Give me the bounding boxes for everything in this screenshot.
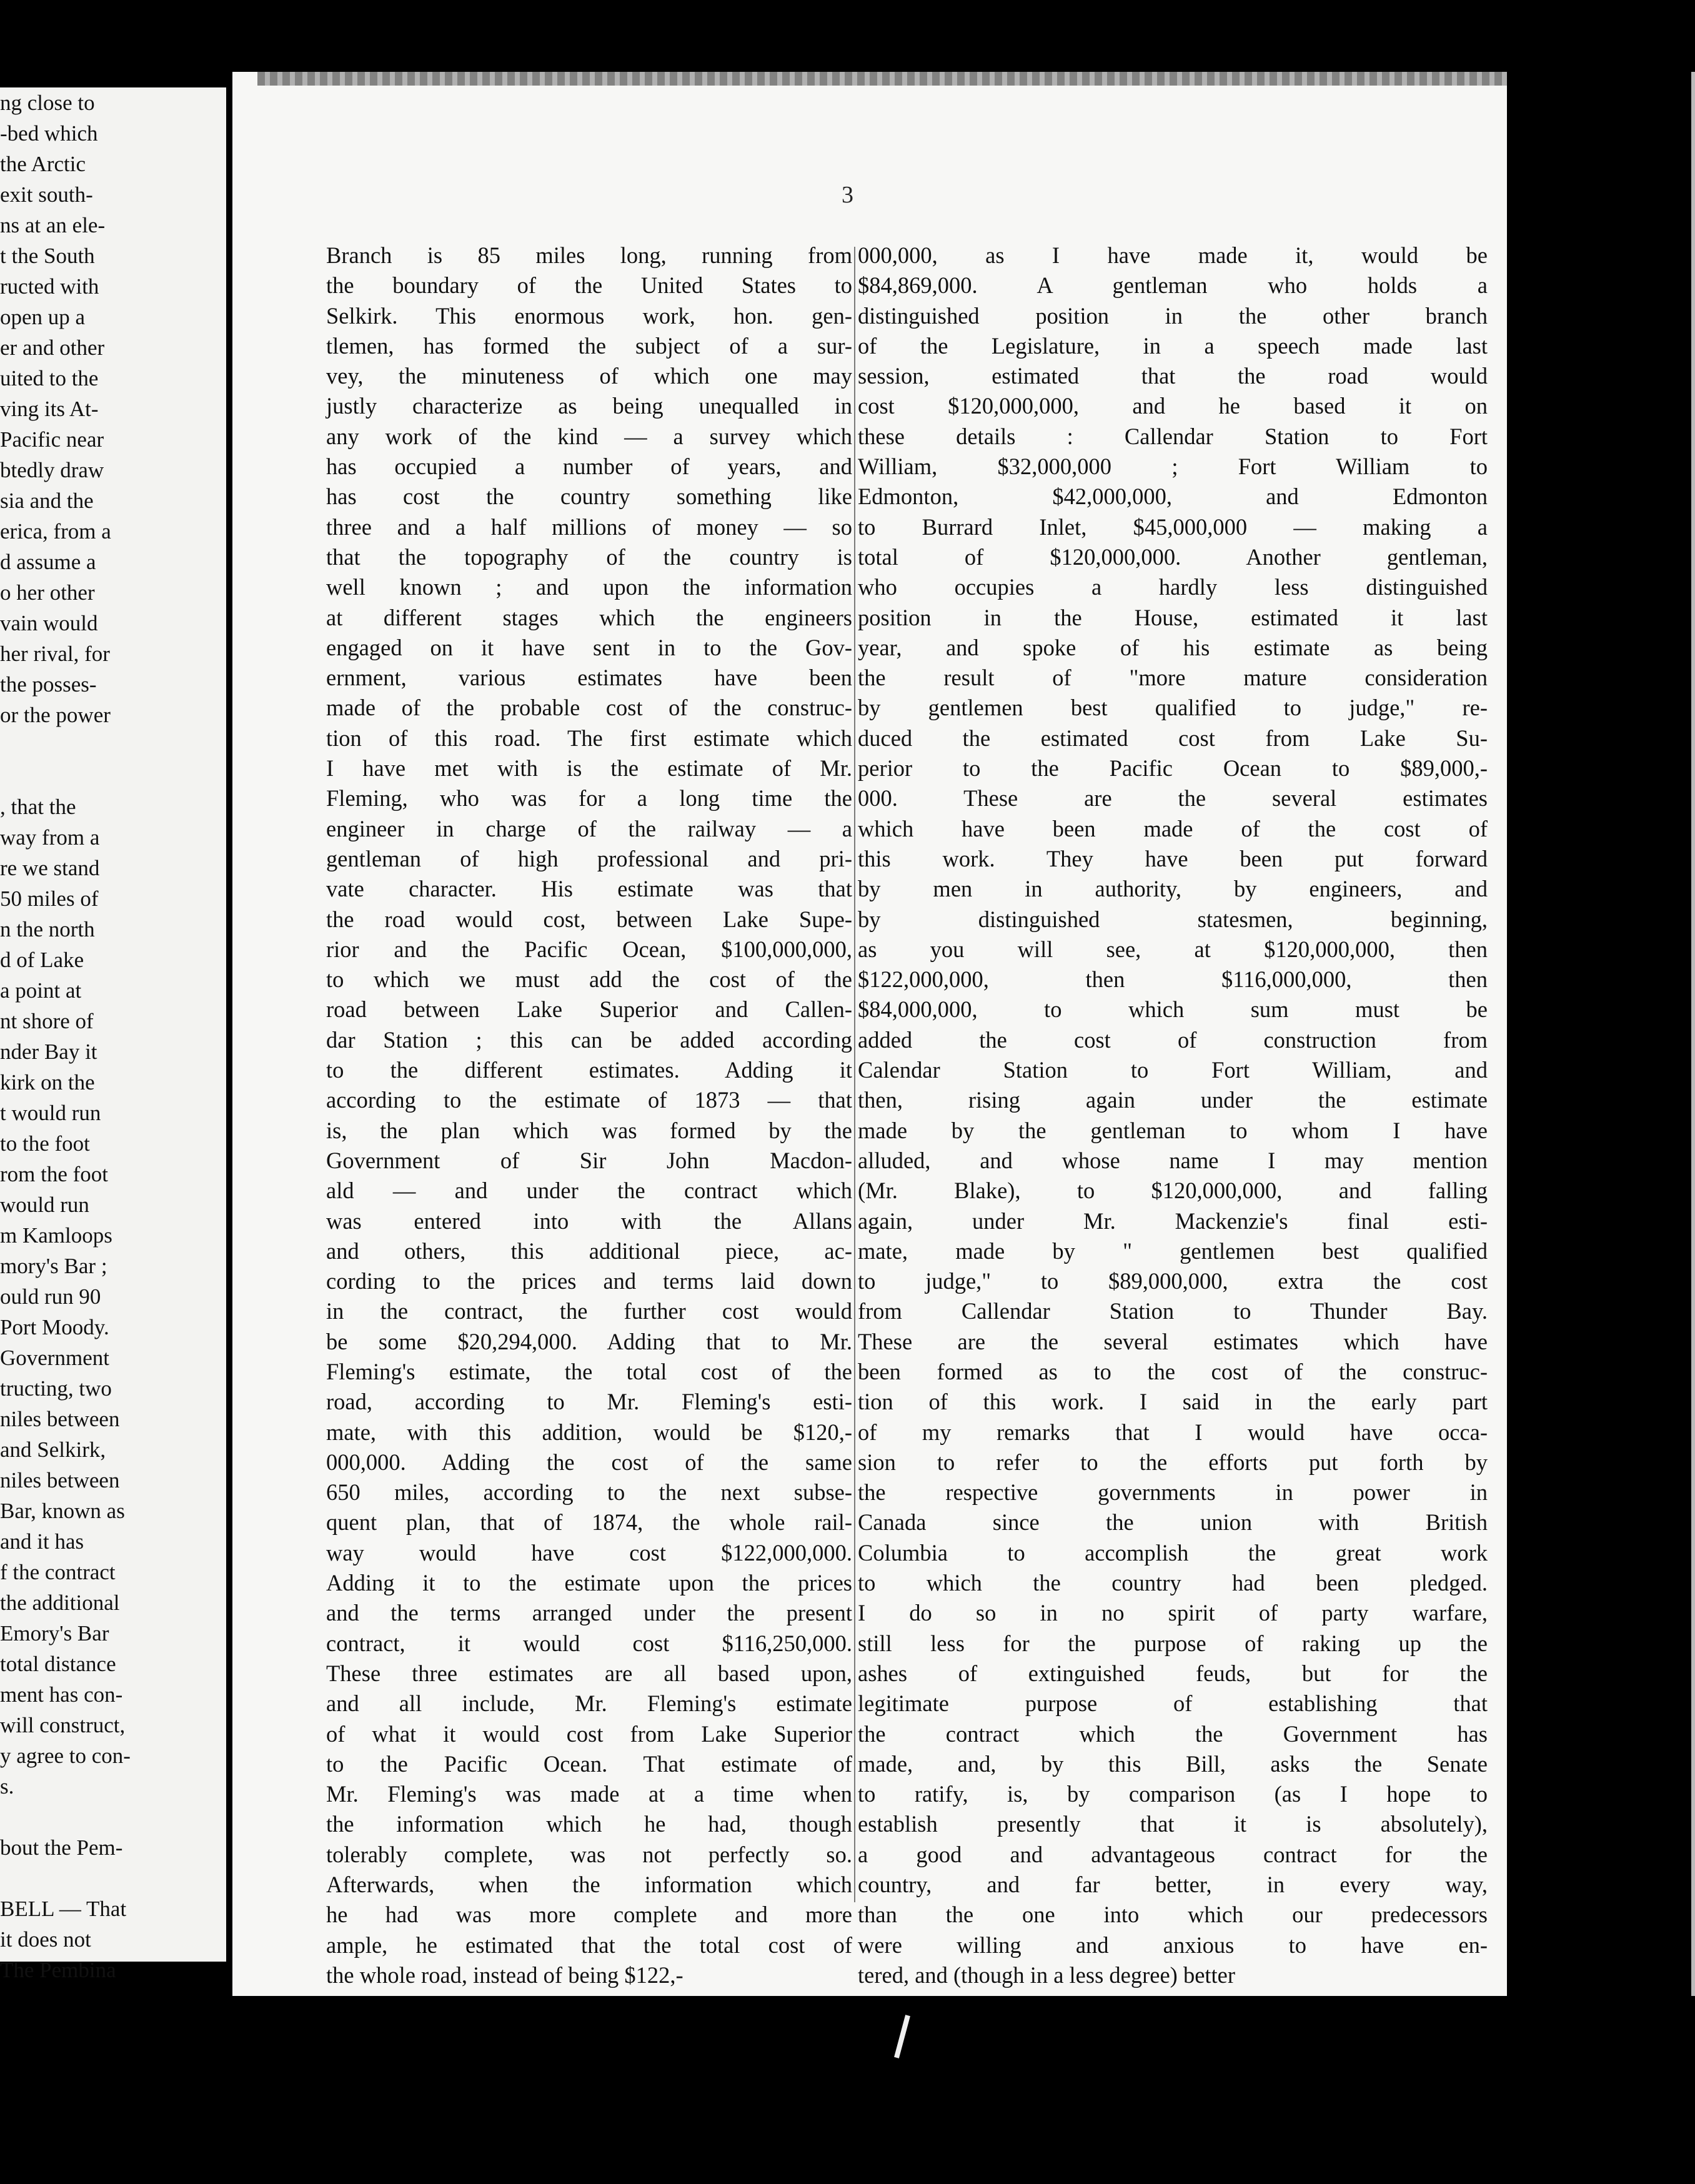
text-line: session, estimated that the road would (858, 363, 1488, 389)
text-line: The Pembina (0, 1958, 116, 1982)
scan-mark (894, 2015, 910, 2058)
text-line: to judge," to $89,000,000, extra the cost (858, 1268, 1488, 1294)
text-line: justly characterize as being unequalled in (326, 393, 852, 419)
text-line: Government (0, 1346, 109, 1370)
text-line: Port Moody. (0, 1315, 109, 1339)
text-line: these details : Callendar Station to Fort (858, 423, 1488, 449)
text-line: total of $120,000,000. Another gentleman, (858, 544, 1488, 570)
text-line: y agree to con- (0, 1744, 131, 1768)
text-line: which have been made of the cost of (858, 815, 1488, 841)
text-line: than the one into which our predecessors (858, 1902, 1488, 1928)
text-line: n the north (0, 917, 95, 941)
text-line: vey, the minuteness of which one may (326, 363, 852, 389)
text-line: dar Station ; this can be added according (326, 1026, 852, 1053)
text-line: d assume a (0, 550, 96, 574)
text-column-1 (326, 241, 852, 1990)
text-line: quent plan, that of 1874, the whole rail- (326, 1509, 852, 1536)
text-line: $84,000,000, to which sum must be (858, 996, 1488, 1023)
text-line: nt shore of (0, 1009, 94, 1033)
text-line: position in the House, estimated it last (858, 604, 1488, 630)
text-line: tlemen, has formed the subject of a sur- (326, 332, 852, 359)
text-line: Edmonton, $42,000,000, and Edmonton (858, 484, 1488, 510)
text-line: gentleman of high professional and pri- (326, 845, 852, 871)
text-line: (Mr. Blake), to $120,000,000, and falling (858, 1178, 1488, 1204)
text-line: this work. They have been put forward (858, 845, 1488, 871)
text-line: o her other (0, 580, 95, 605)
text-line: of the Legislature, in a speech made last (858, 332, 1488, 359)
text-line: to ratify, is, by comparison (as I hope to (858, 1781, 1488, 1807)
text-line: the result of "more mature consideration (858, 665, 1488, 691)
text-line: or the power (0, 703, 111, 727)
text-line: made by the gentleman to whom I have (858, 1117, 1488, 1143)
text-line (0, 1802, 226, 1832)
text-line: still less for the purpose of raking up the (858, 1630, 1488, 1656)
text-line: road between Lake Superior and Callen- (326, 996, 852, 1023)
text-line: mory's Bar ; (0, 1254, 107, 1278)
text-line: been formed as to the cost of the construc- (858, 1358, 1488, 1384)
text-line: the respective governments in power in (858, 1479, 1488, 1506)
text-line: the Arctic (0, 152, 86, 176)
text-line: would run (0, 1193, 89, 1217)
text-line: kirk on the (0, 1070, 95, 1094)
text-line: ment has con- (0, 1682, 123, 1707)
text-line: 50 miles of (0, 886, 99, 911)
text-line: made of the probable cost of the construc- (326, 695, 852, 721)
text-line: is, the plan which was formed by the (326, 1117, 852, 1143)
text-line: Calendar Station to Fort William, and (858, 1057, 1488, 1083)
text-line: -bed which (0, 121, 98, 146)
text-line: vate character. His estimate was that (326, 876, 852, 902)
text-line: were willing and anxious to have en- (858, 1932, 1488, 1958)
text-line: I have met with is the estimate of Mr. (326, 755, 852, 782)
text-line: total distance (0, 1652, 116, 1676)
page-number: 3 (842, 182, 853, 208)
text-line: engaged on it have sent in to the Gov- (326, 634, 852, 660)
text-line: added the cost of construction from (858, 1026, 1488, 1053)
text-line: These three estimates are all based upon, (326, 1660, 852, 1686)
text-line: and the terms arranged under the present (326, 1600, 852, 1626)
text-line: William, $32,000,000 ; Fort William to (858, 454, 1488, 480)
text-line: year, and spoke of his estimate as being (858, 634, 1488, 660)
text-line: BELL — That (0, 1897, 127, 1921)
text-line: Canada since the union with British (858, 1509, 1488, 1536)
text-line: re we stand (0, 856, 100, 880)
text-line: Selkirk. This enormous work, hon. gen- (326, 302, 852, 329)
text-line: open up a (0, 305, 86, 329)
text-line: way would have cost $122,000,000. (326, 1539, 852, 1566)
text-line: t the South (0, 244, 95, 268)
text-line: cording to the prices and terms laid down (326, 1268, 852, 1294)
text-line: and it has (0, 1529, 84, 1554)
text-line: tered, and (though in a less degree) better (858, 1962, 1236, 1988)
text-line: Pacific near (0, 427, 104, 452)
text-line: rom the foot (0, 1162, 109, 1186)
text-line: alluded, and whose name I may mention (858, 1147, 1488, 1173)
text-line: ructed with (0, 274, 99, 299)
text-line: t would run (0, 1101, 101, 1125)
text-line: nder Bay it (0, 1040, 97, 1064)
text-line: at different stages which the engineers (326, 604, 852, 630)
text-line: and all include, Mr. Fleming's estimate (326, 1690, 852, 1717)
text-line: uited to the (0, 366, 99, 390)
text-line: tion of this work. I said in the early part (858, 1389, 1488, 1415)
text-line: will construct, (0, 1713, 126, 1737)
text-line: Government of Sir John Macdon- (326, 1147, 852, 1173)
text-line: the additional (0, 1591, 120, 1615)
text-line: 000,000, as I have made it, would be (858, 242, 1488, 268)
text-line: the information which he had, though (326, 1811, 852, 1837)
text-line: sia and the (0, 489, 94, 513)
text-line: country, and far better, in every way, (858, 1872, 1488, 1898)
text-line: ernment, various estimates have been (326, 665, 852, 691)
text-line: it does not (0, 1927, 91, 1952)
text-line: Afterwards, when the information which (326, 1872, 852, 1898)
text-line: any work of the kind — a survey which (326, 423, 852, 449)
text-line: erica, from a (0, 519, 111, 544)
text-line: sion to refer to the efforts put forth by (858, 1449, 1488, 1475)
text-line: exit south- (0, 182, 93, 207)
text-line: way from a (0, 825, 100, 850)
text-line: Columbia to accomplish the great work (858, 1539, 1488, 1566)
text-line: ashes of extinguished feuds, but for the (858, 1660, 1488, 1686)
text-line: establish presently that it is absolutely), (858, 1811, 1488, 1837)
text-line: Bar, known as (0, 1499, 125, 1523)
text-line: again, under Mr. Mackenzie's final esti- (858, 1208, 1488, 1234)
text-line: $84,869,000. A gentleman who holds a (858, 272, 1488, 299)
text-line: mate, with this addition, would be $120,- (326, 1419, 852, 1445)
text-line: he had was more complete and more (326, 1902, 852, 1928)
text-line: cost $120,000,000, and he based it on (858, 393, 1488, 419)
text-line: tion of this road. The first estimate which (326, 725, 852, 751)
text-line: three and a half millions of money — so (326, 514, 852, 540)
text-line: well known ; and upon the information (326, 574, 852, 600)
text-line: Branch is 85 miles long, running from (326, 242, 852, 268)
text-line: ns at an ele- (0, 213, 106, 237)
text-line: ould run 90 (0, 1284, 101, 1309)
text-line: m Kamloops (0, 1223, 112, 1248)
text-line: 000,000. Adding the cost of the same (326, 1449, 852, 1475)
text-line: has occupied a number of years, and (326, 454, 852, 480)
text-line: ng close to (0, 91, 95, 115)
text-column-2 (858, 241, 1488, 1990)
text-line: her rival, for (0, 642, 110, 666)
text-line: rior and the Pacific Ocean, $100,000,000, (326, 936, 852, 962)
text-line: s. (0, 1774, 14, 1799)
text-line: a good and advantageous contract for the (858, 1841, 1488, 1867)
text-line: in the contract, the further cost would (326, 1298, 852, 1324)
text-line: Fleming's estimate, the total cost of the (326, 1358, 852, 1384)
text-line: d of Lake (0, 948, 84, 972)
text-line: duced the estimated cost from Lake Su- (858, 725, 1488, 751)
text-line: by distinguished statesmen, beginning, (858, 906, 1488, 932)
text-line: niles between (0, 1468, 120, 1492)
text-line: who occupies a hardly less distinguished (858, 574, 1488, 600)
column-divider (854, 247, 855, 1902)
text-line: to the foot (0, 1131, 90, 1156)
text-line: 000. These are the several estimates (858, 785, 1488, 812)
text-line: , that the (0, 795, 76, 819)
text-line: f the contract (0, 1560, 116, 1584)
text-line: and Selkirk, (0, 1437, 106, 1462)
text-line: a point at (0, 978, 82, 1003)
text-line: niles between (0, 1407, 120, 1431)
text-line: of my remarks that I would have occa- (858, 1419, 1488, 1445)
text-line: to the different estimates. Adding it (326, 1057, 852, 1083)
text-line: made, and, by this Bill, asks the Senate (858, 1750, 1488, 1777)
text-line: tructing, two (0, 1376, 112, 1401)
text-line: of what it would cost from Lake Superior (326, 1720, 852, 1747)
right-page (232, 72, 1507, 1996)
text-line: $122,000,000, then $116,000,000, then (858, 966, 1488, 993)
text-line: to which the country had been pledged. (858, 1570, 1488, 1596)
text-line: to the Pacific Ocean. That estimate of (326, 1750, 852, 1777)
text-line: Mr. Fleming's was made at a time when (326, 1781, 852, 1807)
text-line: the road would cost, between Lake Supe- (326, 906, 852, 932)
text-line: vain would (0, 611, 98, 635)
text-line: by men in authority, by engineers, and (858, 876, 1488, 902)
text-line: perior to the Pacific Ocean to $89,000,- (858, 755, 1488, 782)
text-line: the whole road, instead of being $122,- (326, 1962, 683, 1988)
text-line (0, 1863, 226, 1894)
text-line: 650 miles, according to the next subse- (326, 1479, 852, 1506)
text-line: the contract which the Government has (858, 1720, 1488, 1747)
text-line: road, according to Mr. Fleming's esti- (326, 1389, 852, 1415)
text-line: btedly draw (0, 458, 104, 482)
left-page-text (0, 87, 226, 1985)
text-line (0, 761, 226, 792)
text-line: These are the several estimates which have (858, 1328, 1488, 1354)
top-border-rule (257, 72, 1507, 86)
text-line: I do so in no spirit of party warfare, (858, 1600, 1488, 1626)
text-line: ald — and under the contract which (326, 1178, 852, 1204)
text-line: be some $20,294,000. Adding that to Mr. (326, 1328, 852, 1354)
text-line (0, 730, 226, 761)
text-line: according to the estimate of 1873 — that (326, 1087, 852, 1113)
text-line: as you will see, at $120,000,000, then (858, 936, 1488, 962)
text-line: distinguished position in the other branch (858, 302, 1488, 329)
text-line: that the topography of the country is (326, 544, 852, 570)
text-line: has cost the country something like (326, 484, 852, 510)
text-line: ample, he estimated that the total cost of (326, 1932, 852, 1958)
text-line: was entered into with the Allans (326, 1208, 852, 1234)
left-page-fragment (0, 87, 226, 1982)
text-line: Adding it to the estimate upon the prices (326, 1570, 852, 1596)
text-line: mate, made by " gentlemen best qualified (858, 1238, 1488, 1264)
text-line: contract, it would cost $116,250,000. (326, 1630, 852, 1656)
text-line: tolerably complete, was not perfectly so. (326, 1841, 852, 1867)
text-line: to Burrard Inlet, $45,000,000 — making a (858, 514, 1488, 540)
text-line: Fleming, who was for a long time the (326, 785, 852, 812)
text-line: the boundary of the United States to (326, 272, 852, 299)
text-line: er and other (0, 335, 105, 360)
text-line: the posses- (0, 672, 97, 697)
text-line: Emory's Bar (0, 1621, 109, 1645)
text-line: legitimate purpose of establishing that (858, 1690, 1488, 1717)
text-line: bout the Pem- (0, 1835, 123, 1860)
text-line: to which we must add the cost of the (326, 966, 852, 993)
text-line: by gentlemen best qualified to judge," re- (858, 695, 1488, 721)
page-edge (1691, 72, 1695, 1996)
text-line: and others, this additional piece, ac- (326, 1238, 852, 1264)
text-line: from Callendar Station to Thunder Bay. (858, 1298, 1488, 1324)
text-line: then, rising again under the estimate (858, 1087, 1488, 1113)
text-line: ving its At- (0, 397, 99, 421)
text-line: engineer in charge of the railway — a (326, 815, 852, 841)
